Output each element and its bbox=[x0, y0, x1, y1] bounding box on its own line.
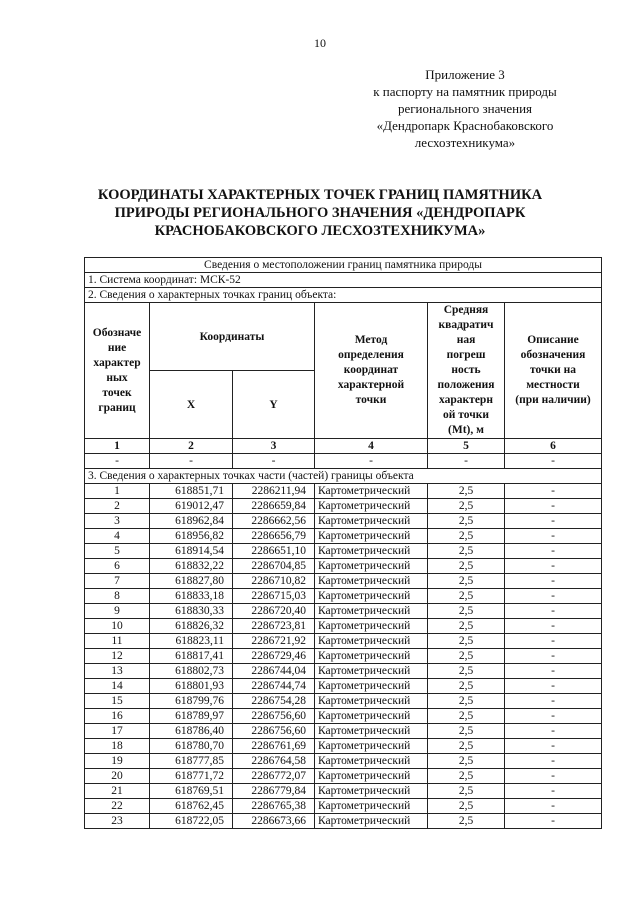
y-coordinate-cell: 2286662,56 bbox=[233, 514, 315, 529]
appendix-line: регионального значения bbox=[397, 101, 533, 116]
method-cell: Картометрический bbox=[315, 649, 428, 664]
y-coordinate-cell: 2286765,38 bbox=[233, 799, 315, 814]
accuracy-cell: 2,5 bbox=[428, 634, 505, 649]
column-number: 4 bbox=[315, 439, 428, 454]
appendix-line: лесхозтехникума» bbox=[414, 135, 516, 150]
table-row bbox=[85, 529, 602, 544]
dash-cell: - bbox=[233, 454, 315, 469]
page-number: 10 bbox=[314, 36, 326, 50]
y-coordinate-cell: 2286211,94 bbox=[233, 484, 315, 499]
header-description: Описание обозначения точки на местности (при наличии) bbox=[505, 303, 602, 439]
point-number-cell: 7 bbox=[85, 574, 150, 589]
accuracy-cell: 2,5 bbox=[428, 574, 505, 589]
y-coordinate-cell: 2286715,03 bbox=[233, 589, 315, 604]
description-cell: - bbox=[505, 814, 602, 829]
appendix-line: Приложение 3 bbox=[425, 67, 505, 82]
x-coordinate-cell: 618914,54 bbox=[150, 544, 233, 559]
dash-cell: - bbox=[150, 454, 233, 469]
x-coordinate-cell: 618801,93 bbox=[150, 679, 233, 694]
header-coordinates: Координаты bbox=[150, 303, 315, 371]
y-coordinate-cell: 2286744,04 bbox=[233, 664, 315, 679]
point-number-cell: 12 bbox=[85, 649, 150, 664]
description-cell: - bbox=[505, 514, 602, 529]
method-cell: Картометрический bbox=[315, 709, 428, 724]
description-cell: - bbox=[505, 679, 602, 694]
y-coordinate-cell: 2286779,84 bbox=[233, 784, 315, 799]
accuracy-cell: 2,5 bbox=[428, 724, 505, 739]
accuracy-cell: 2,5 bbox=[428, 784, 505, 799]
method-cell: Картометрический bbox=[315, 739, 428, 754]
accuracy-cell: 2,5 bbox=[428, 604, 505, 619]
table-row bbox=[85, 634, 602, 649]
method-cell: Картометрический bbox=[315, 514, 428, 529]
y-coordinate-cell: 2286723,81 bbox=[233, 619, 315, 634]
point-number-cell: 8 bbox=[85, 589, 150, 604]
accuracy-cell: 2,5 bbox=[428, 484, 505, 499]
method-cell: Картометрический bbox=[315, 484, 428, 499]
point-number-cell: 14 bbox=[85, 679, 150, 694]
x-coordinate-cell: 618780,70 bbox=[150, 739, 233, 754]
description-cell: - bbox=[505, 529, 602, 544]
description-cell: - bbox=[505, 619, 602, 634]
method-cell: Картометрический bbox=[315, 574, 428, 589]
method-cell: Картометрический bbox=[315, 634, 428, 649]
method-cell: Картометрический bbox=[315, 544, 428, 559]
y-coordinate-cell: 2286772,07 bbox=[233, 769, 315, 784]
table-row bbox=[85, 709, 602, 724]
column-number-row bbox=[85, 439, 602, 454]
column-number: 2 bbox=[150, 439, 233, 454]
dash-cell: - bbox=[315, 454, 428, 469]
y-coordinate-cell: 2286744,74 bbox=[233, 679, 315, 694]
point-number-cell: 21 bbox=[85, 784, 150, 799]
section-boundary-points: 2. Сведения о характерных точках границ объекта: bbox=[85, 288, 602, 303]
y-coordinate-cell: 2286673,66 bbox=[233, 814, 315, 829]
description-cell: - bbox=[505, 574, 602, 589]
column-number: 3 bbox=[233, 439, 315, 454]
description-cell: - bbox=[505, 604, 602, 619]
table-row bbox=[85, 559, 602, 574]
x-coordinate-cell: 618956,82 bbox=[150, 529, 233, 544]
appendix-line: «Дендропарк Краснобаковского bbox=[376, 118, 554, 133]
point-number-cell: 1 bbox=[85, 484, 150, 499]
y-coordinate-cell: 2286761,69 bbox=[233, 739, 315, 754]
method-cell: Картометрический bbox=[315, 814, 428, 829]
accuracy-cell: 2,5 bbox=[428, 529, 505, 544]
table-row bbox=[85, 544, 602, 559]
column-number: 1 bbox=[85, 439, 150, 454]
description-cell: - bbox=[505, 544, 602, 559]
description-cell: - bbox=[505, 634, 602, 649]
method-cell: Картометрический bbox=[315, 529, 428, 544]
table-row bbox=[85, 514, 602, 529]
table-row bbox=[85, 739, 602, 754]
point-number-cell: 2 bbox=[85, 499, 150, 514]
method-cell: Картометрический bbox=[315, 784, 428, 799]
method-cell: Картометрический bbox=[315, 589, 428, 604]
accuracy-cell: 2,5 bbox=[428, 559, 505, 574]
point-number-cell: 10 bbox=[85, 619, 150, 634]
dash-cell: - bbox=[505, 454, 602, 469]
accuracy-cell: 2,5 bbox=[428, 679, 505, 694]
header-method: Метод определения координат характерной точки bbox=[315, 303, 428, 439]
method-cell: Картометрический bbox=[315, 769, 428, 784]
point-number-cell: 11 bbox=[85, 634, 150, 649]
y-coordinate-cell: 2286721,92 bbox=[233, 634, 315, 649]
x-coordinate-cell: 618722,05 bbox=[150, 814, 233, 829]
x-coordinate-cell: 618833,18 bbox=[150, 589, 233, 604]
table-row bbox=[85, 694, 602, 709]
table-row bbox=[85, 499, 602, 514]
empty-points-row bbox=[85, 454, 602, 469]
description-cell: - bbox=[505, 649, 602, 664]
header-point-designation: Обозначе ние характер ных точек границ bbox=[85, 303, 150, 439]
y-coordinate-cell: 2286659,84 bbox=[233, 499, 315, 514]
x-coordinate-cell: 618786,40 bbox=[150, 724, 233, 739]
y-coordinate-cell: 2286729,46 bbox=[233, 649, 315, 664]
x-coordinate-cell: 618851,71 bbox=[150, 484, 233, 499]
x-coordinate-cell: 618817,41 bbox=[150, 649, 233, 664]
table-row bbox=[85, 679, 602, 694]
header-y: Y bbox=[233, 371, 315, 439]
title-line: КООРДИНАТЫ ХАРАКТЕРНЫХ ТОЧЕК ГРАНИЦ ПАМЯТНИКА bbox=[97, 187, 543, 203]
column-number: 5 bbox=[428, 439, 505, 454]
point-number-cell: 19 bbox=[85, 754, 150, 769]
point-number-cell: 23 bbox=[85, 814, 150, 829]
x-coordinate-cell: 618832,22 bbox=[150, 559, 233, 574]
section-part-boundary-points: 3. Сведения о характерных точках части (частей) границы объекта bbox=[85, 469, 602, 484]
accuracy-cell: 2,5 bbox=[428, 664, 505, 679]
accuracy-cell: 2,5 bbox=[428, 589, 505, 604]
appendix-line: к паспорту на памятник природы bbox=[373, 84, 557, 99]
y-coordinate-cell: 2286710,82 bbox=[233, 574, 315, 589]
description-cell: - bbox=[505, 694, 602, 709]
description-cell: - bbox=[505, 724, 602, 739]
section-coordinate-system: 1. Система координат: МСК-52 bbox=[85, 273, 602, 288]
table-row bbox=[85, 724, 602, 739]
description-cell: - bbox=[505, 769, 602, 784]
y-coordinate-cell: 2286720,40 bbox=[233, 604, 315, 619]
table-row bbox=[85, 604, 602, 619]
table-row bbox=[85, 619, 602, 634]
y-coordinate-cell: 2286764,58 bbox=[233, 754, 315, 769]
point-number-cell: 9 bbox=[85, 604, 150, 619]
x-coordinate-cell: 619012,47 bbox=[150, 499, 233, 514]
y-coordinate-cell: 2286756,60 bbox=[233, 709, 315, 724]
coordinates-table bbox=[84, 257, 602, 829]
x-coordinate-cell: 618777,85 bbox=[150, 754, 233, 769]
y-coordinate-cell: 2286656,79 bbox=[233, 529, 315, 544]
accuracy-cell: 2,5 bbox=[428, 514, 505, 529]
x-coordinate-cell: 618826,32 bbox=[150, 619, 233, 634]
accuracy-cell: 2,5 bbox=[428, 754, 505, 769]
description-cell: - bbox=[505, 709, 602, 724]
x-coordinate-cell: 618802,73 bbox=[150, 664, 233, 679]
document-title bbox=[60, 186, 580, 240]
x-coordinate-cell: 618789,97 bbox=[150, 709, 233, 724]
description-cell: - bbox=[505, 484, 602, 499]
appendix-note bbox=[345, 66, 585, 151]
point-number-cell: 5 bbox=[85, 544, 150, 559]
table-row bbox=[85, 664, 602, 679]
accuracy-cell: 2,5 bbox=[428, 769, 505, 784]
table-caption: Сведения о местоположении границ памятника природы bbox=[85, 258, 602, 273]
y-coordinate-cell: 2286756,60 bbox=[233, 724, 315, 739]
method-cell: Картометрический bbox=[315, 694, 428, 709]
method-cell: Картометрический bbox=[315, 724, 428, 739]
title-line: ПРИРОДЫ РЕГИОНАЛЬНОГО ЗНАЧЕНИЯ «ДЕНДРОПАРК bbox=[114, 205, 526, 221]
method-cell: Картометрический bbox=[315, 619, 428, 634]
accuracy-cell: 2,5 bbox=[428, 619, 505, 634]
x-coordinate-cell: 618799,76 bbox=[150, 694, 233, 709]
x-coordinate-cell: 618762,45 bbox=[150, 799, 233, 814]
description-cell: - bbox=[505, 559, 602, 574]
accuracy-cell: 2,5 bbox=[428, 649, 505, 664]
point-number-cell: 16 bbox=[85, 709, 150, 724]
point-number-cell: 4 bbox=[85, 529, 150, 544]
accuracy-cell: 2,5 bbox=[428, 499, 505, 514]
x-coordinate-cell: 618827,80 bbox=[150, 574, 233, 589]
table-row bbox=[85, 574, 602, 589]
point-number-cell: 18 bbox=[85, 739, 150, 754]
table-row bbox=[85, 799, 602, 814]
accuracy-cell: 2,5 bbox=[428, 739, 505, 754]
dash-cell: - bbox=[428, 454, 505, 469]
method-cell: Картометрический bbox=[315, 679, 428, 694]
description-cell: - bbox=[505, 499, 602, 514]
accuracy-cell: 2,5 bbox=[428, 544, 505, 559]
description-cell: - bbox=[505, 739, 602, 754]
accuracy-cell: 2,5 bbox=[428, 709, 505, 724]
method-cell: Картометрический bbox=[315, 559, 428, 574]
point-number-cell: 22 bbox=[85, 799, 150, 814]
y-coordinate-cell: 2286651,10 bbox=[233, 544, 315, 559]
method-cell: Картометрический bbox=[315, 604, 428, 619]
point-number-cell: 13 bbox=[85, 664, 150, 679]
method-cell: Картометрический bbox=[315, 664, 428, 679]
description-cell: - bbox=[505, 589, 602, 604]
y-coordinate-cell: 2286704,85 bbox=[233, 559, 315, 574]
description-cell: - bbox=[505, 799, 602, 814]
dash-cell: - bbox=[85, 454, 150, 469]
point-number-cell: 17 bbox=[85, 724, 150, 739]
y-coordinate-cell: 2286754,28 bbox=[233, 694, 315, 709]
point-number-cell: 15 bbox=[85, 694, 150, 709]
accuracy-cell: 2,5 bbox=[428, 814, 505, 829]
table-row bbox=[85, 784, 602, 799]
method-cell: Картометрический bbox=[315, 754, 428, 769]
header-accuracy: Средняя квадратич ная погреш ность положения характерн ой точки (Mt), м bbox=[428, 303, 505, 439]
column-number: 6 bbox=[505, 439, 602, 454]
description-cell: - bbox=[505, 784, 602, 799]
table-row bbox=[85, 649, 602, 664]
description-cell: - bbox=[505, 664, 602, 679]
title-line: КРАСНОБАКОВСКОГО ЛЕСХОЗТЕХНИКУМА» bbox=[154, 223, 486, 239]
table-row bbox=[85, 484, 602, 499]
x-coordinate-cell: 618769,51 bbox=[150, 784, 233, 799]
point-number-cell: 20 bbox=[85, 769, 150, 784]
method-cell: Картометрический bbox=[315, 799, 428, 814]
table-row bbox=[85, 814, 602, 829]
x-coordinate-cell: 618962,84 bbox=[150, 514, 233, 529]
x-coordinate-cell: 618771,72 bbox=[150, 769, 233, 784]
point-number-cell: 3 bbox=[85, 514, 150, 529]
table-row bbox=[85, 754, 602, 769]
table-row bbox=[85, 589, 602, 604]
accuracy-cell: 2,5 bbox=[428, 694, 505, 709]
table-row bbox=[85, 769, 602, 784]
point-number-cell: 6 bbox=[85, 559, 150, 574]
accuracy-cell: 2,5 bbox=[428, 799, 505, 814]
description-cell: - bbox=[505, 754, 602, 769]
x-coordinate-cell: 618823,11 bbox=[150, 634, 233, 649]
header-x: X bbox=[150, 371, 233, 439]
method-cell: Картометрический bbox=[315, 499, 428, 514]
x-coordinate-cell: 618830,33 bbox=[150, 604, 233, 619]
